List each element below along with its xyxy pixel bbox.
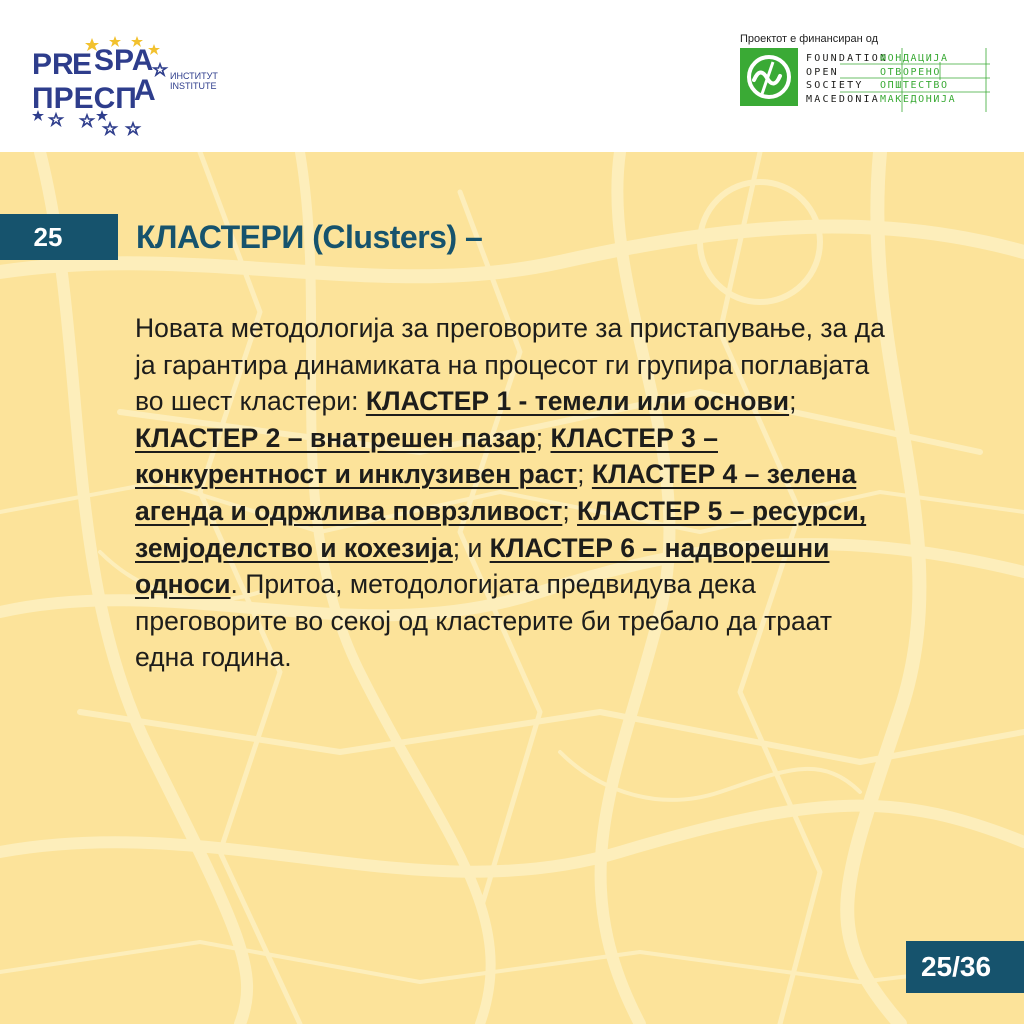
logo-latin-e: E [72, 48, 93, 81]
osf-en-line: FOUNDATION [806, 53, 889, 64]
osf-en-line: SOCIETY [806, 80, 864, 91]
logo-cyrillic: ПРЕСП [32, 82, 137, 115]
logo-latin-pr: PR [32, 48, 74, 81]
logo-cyrillic-end: А [134, 74, 156, 107]
separator: ; и [452, 532, 490, 563]
osf-name-english [806, 52, 888, 106]
cluster-1: КЛАСТЕР 1 - темели или основи [365, 386, 790, 417]
intro-text: Новата методологија за преговорите за пристапување, за да ја гарантира динамиката на процесот ги групира поглавјата во шест кластери: [135, 313, 885, 417]
separator: ; [535, 422, 551, 453]
funded-by-label: Проектот е финансиран од [740, 33, 879, 45]
osf-emblem-icon [740, 48, 798, 106]
osf-en-line: OPEN [806, 66, 839, 78]
body-paragraph [135, 310, 895, 676]
header [0, 0, 1024, 152]
osf-mk-line: ФОНДАЦИЈА [880, 53, 949, 64]
logo-institute-en: INSTITUTE [170, 81, 217, 91]
cluster-5: КЛАСТЕР 5 – ресурси, земјоделство и кохезија [135, 495, 867, 563]
osf-mk-line: ОПШТЕСТВО [880, 80, 949, 91]
cluster-2: КЛАСТЕР 2 – внатрешен пазар [135, 422, 536, 453]
cluster-6: КЛАСТЕР 6 – надворешни односи [135, 532, 830, 600]
section-number-badge [0, 214, 118, 260]
osf-mk-line: МАКЕДОНИЈА [880, 93, 957, 105]
logo-institute-mk: ИНСТИТУТ [170, 71, 218, 81]
page-counter-badge [906, 941, 1024, 993]
page-counter: 25/36 [920, 951, 992, 982]
separator: ; [789, 386, 797, 417]
separator: ; [562, 495, 578, 526]
section-number: 25 [33, 222, 63, 252]
open-society-foundation-logo[interactable] [740, 48, 990, 114]
osf-en-line: MACEDONIA [806, 93, 880, 105]
presp-logo-graphic [30, 30, 250, 140]
paragraph [135, 310, 895, 676]
osf-name-macedonian [880, 52, 956, 106]
logo-latin-spa: SPA [94, 44, 154, 77]
osf-mk-line: ОТВОРЕНО [880, 66, 941, 78]
cluster-4: КЛАСТЕР 4 – зелена агенда и одржлива поврзливост [135, 459, 857, 526]
separator: ; [577, 459, 592, 490]
cluster-3: КЛАСТЕР 3 – конкурентност и инклузивен раст [135, 422, 718, 490]
presp-institute-logo[interactable] [30, 30, 250, 140]
section-title: КЛАСТЕРИ (Clusters) – [136, 219, 483, 255]
outro-text: . Притоа, методологијата предвидува дека преговорите во секој од кластерите би требало да траат една година. [135, 569, 833, 673]
